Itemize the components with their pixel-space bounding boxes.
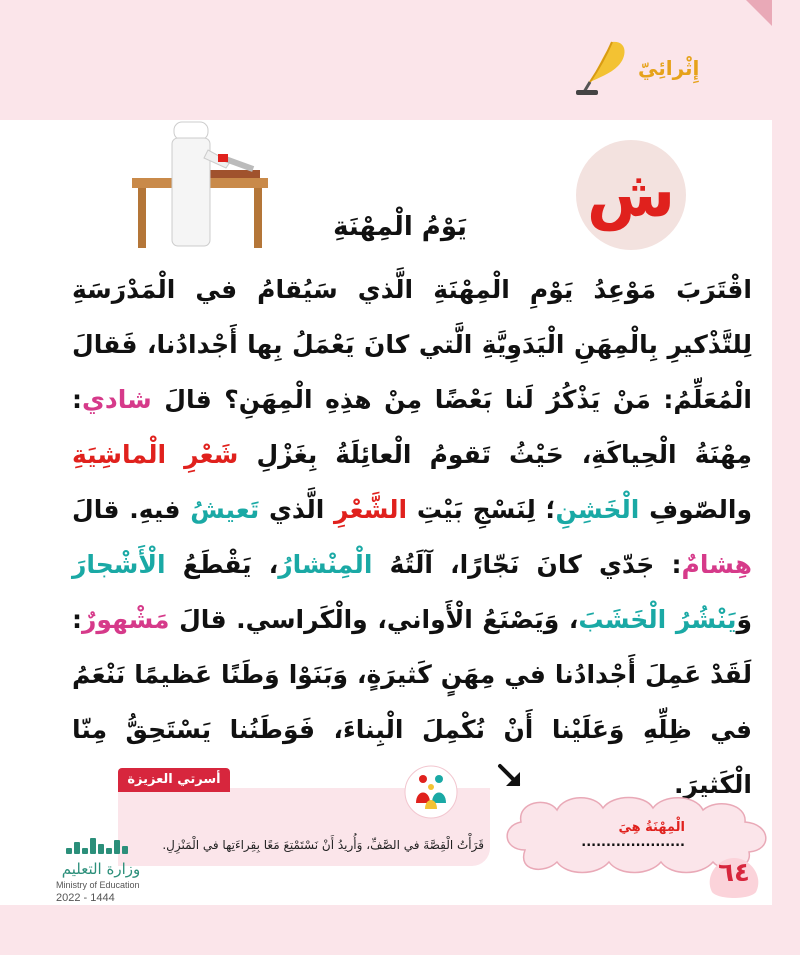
family-icon <box>404 765 458 819</box>
corner-fold <box>746 0 772 26</box>
page-number: ٦٤ <box>718 858 750 888</box>
ministry-logo-icon <box>62 832 134 860</box>
story-highlight: مَشْهورٌ <box>82 605 170 634</box>
story-highlight: الشَّعْرِ <box>334 495 408 524</box>
story-highlight: تَعيشُ <box>190 495 260 524</box>
carpenter-illustration <box>130 120 270 250</box>
story-segment: فيهِ. قالَ <box>72 495 191 524</box>
cloud-blank[interactable]: ..................... <box>581 835 685 850</box>
story-highlight: يَنْشُرُ الْخَشَبَ <box>578 605 737 634</box>
story-highlight: الْخَشِنِ <box>555 495 640 524</box>
story-segment: ، يَقْطَعُ <box>165 550 279 579</box>
letter-circle <box>576 140 686 250</box>
cloud-label: الْمِهْنَةُ هِيَ <box>618 820 685 835</box>
edition-year: 2022 - 1444 <box>56 892 115 904</box>
family-note-text: قَرَأْتُ الْقِصَّةَ في الصَّفِّ، وَأُريدُ أَنْ نَسْتَمْتِعَ مَعًا بِقِراءَتِها في الْمَنْزِلِ. <box>162 838 484 852</box>
story-highlight: شَعْرِ الْماشِيَةِ <box>72 440 239 469</box>
footer-band <box>0 905 800 955</box>
family-note-tag <box>118 768 230 792</box>
cloud-prompt <box>515 820 685 850</box>
story-segment: والصّوفِ <box>639 495 752 524</box>
enrichment-badge <box>572 38 699 98</box>
story-text <box>72 262 752 812</box>
story-segment: ، وَيَصْنَعُ الْأَواني، والْكَراسي. قالَ <box>169 605 579 634</box>
story-segment: : جَدّي كانَ نَجّارًا، آلَتُهُ <box>372 550 682 579</box>
section-label: إِثْرائِيّ <box>638 56 700 80</box>
story-segment: اقْتَرَبَ مَوْعِدُ يَوْمِ الْمِهْنَةِ الَّذي سَيُقامُ في الْمَدْرَسَةِ لِلتَّذْكيرِ بِالْمِهَنِ الْيَدَوِيَّةِ الَّتي كانَ يَعْمَلُ بِها أَجْدادُنا، فَقالَ الْمُعَلِّمُ: مَنْ يَذْكُرُ لَنا بَعْضًا مِنْ هذِهِ الْمِهَنِ؟ قالَ <box>72 275 752 414</box>
story-highlight: الْأَشْجارَ <box>72 550 166 579</box>
family-note-tag-label: أسرتي العزيزة <box>127 772 221 787</box>
ministry-name-ar: وزارة التعليم <box>61 860 141 878</box>
story-title: يَوْمُ الْمِهْنَةِ <box>333 212 467 242</box>
story-highlight: الْمِنْشارُ <box>278 550 373 579</box>
story-segment: وَ <box>736 605 752 634</box>
story-segment: الَّذي <box>259 495 335 524</box>
arrow-down-icon <box>494 760 528 794</box>
story-highlight: هِشامٌ <box>681 550 752 579</box>
quill-icon <box>572 38 630 98</box>
ministry-name-en: Ministry of Education <box>56 880 140 890</box>
focus-letter: ش <box>586 158 676 232</box>
story-highlight: شادي <box>82 385 152 414</box>
story-segment: : مِهْنَةُ الْحِياكَةِ، حَيْثُ تَقومُ الْعائِلَةُ بِغَزْلِ <box>72 385 752 469</box>
story-segment: : لَقَدْ عَمِلَ أَجْدادُنا في مِهَنٍ كَثيرَةٍ، وَبَنَوْا وَطَنًا عَظيمًا نَنْعَمُ في ظِلِّهِ وَعَلَيْنا أَنْ نُكْمِلَ الْبِناءَ، فَوَطَنُنا يَسْتَحِقُّ مِنّا الْكَثيرَ. <box>72 605 752 799</box>
story-segment: ؛ لِنَسْجِ بَيْتِ <box>407 495 556 524</box>
